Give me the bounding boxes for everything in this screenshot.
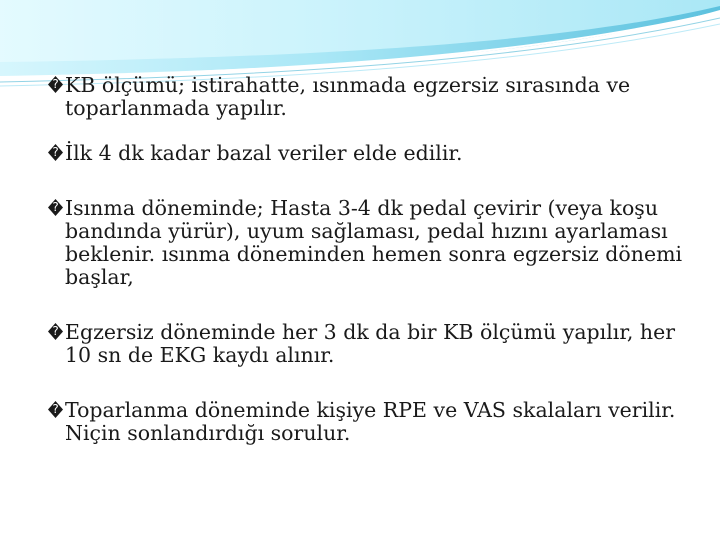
bullet-text: Toparlanma döneminde kişiye RPE ve VAS skalaları verilir. Niçin sonlandırdığı sorulur. (65, 398, 676, 445)
bullet-item (48, 142, 698, 165)
bullet-text: KB ölçümü; istirahatte, ısınmada egzersiz sırasında ve toparlanmada yapılır. (65, 73, 631, 120)
bullet-marker-icon (48, 76, 63, 93)
bullet-marker-icon (48, 199, 63, 216)
bullet-text: Egzersiz döneminde her 3 dk da bir KB ölçümü yapılır, her 10 sn de EKG kaydı alınır. (65, 320, 676, 367)
bullet-text: Isınma döneminde; Hasta 3-4 dk pedal çevirir (veya koşu bandında yürür), uyum sağlaması, pedal hızını ayarlaması beklenir. ısınma döneminden hemen sonra egzersiz dönemi başlar, (65, 196, 683, 289)
bullet-marker-icon (48, 323, 63, 340)
bullet-item (48, 399, 698, 445)
bullet-list (48, 74, 698, 445)
bullet-item (48, 74, 698, 120)
bullet-marker-icon (48, 144, 63, 161)
bullet-item (48, 321, 698, 367)
bullet-text: İlk 4 dk kadar bazal veriler elde edilir. (65, 141, 463, 165)
bullet-marker-icon (48, 401, 63, 418)
bullet-item (48, 197, 698, 289)
